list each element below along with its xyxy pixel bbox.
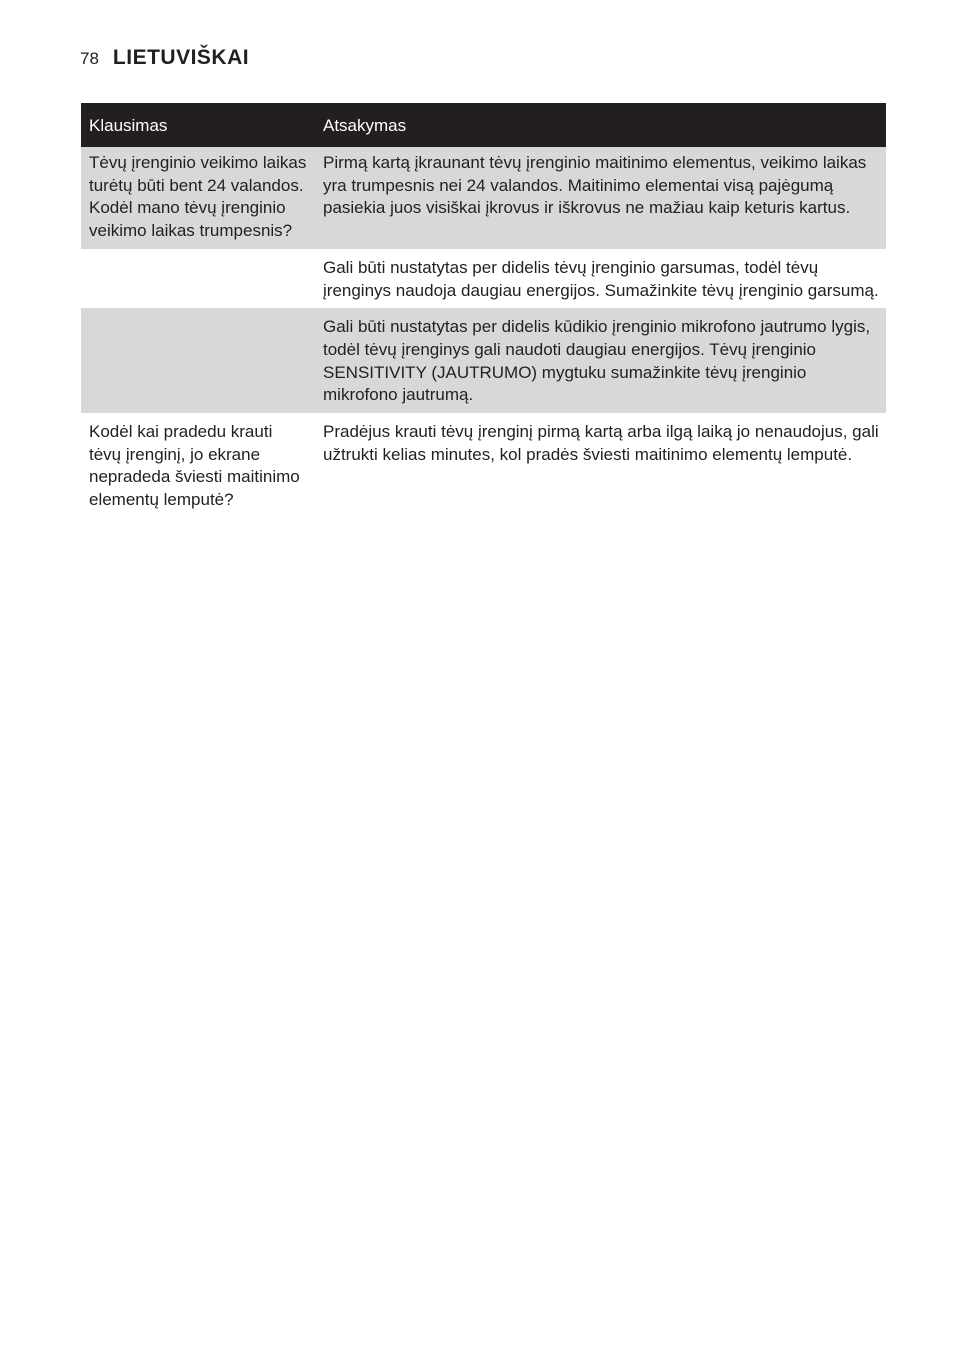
column-header-answer: Atsakymas — [315, 103, 886, 147]
answer-cell: Gali būti nustatytas per didelis kūdikio įrenginio mikrofono jautrumo lygis, todėl tėvų įrenginys gali naudoti daugiau energijos. Tėvų įrenginio SENSITIVITY (JAUTRUMO) mygtuku sumažinkite tėvų įrenginio mikrofono jautrumą. — [315, 308, 886, 413]
question-cell — [81, 249, 315, 308]
table-row — [81, 413, 886, 518]
table-header-row — [81, 103, 886, 147]
table-row — [81, 147, 886, 249]
page-header — [80, 46, 249, 76]
page-number: 78 — [80, 49, 99, 68]
table-row — [81, 308, 886, 413]
column-header-question: Klausimas — [81, 103, 315, 147]
answer-cell: Gali būti nustatytas per didelis tėvų įrenginio garsumas, todėl tėvų įrenginys naudoja daugiau energijos. Sumažinkite tėvų įrenginio garsumą. — [315, 249, 886, 308]
faq-table — [81, 103, 886, 518]
table-row — [81, 249, 886, 308]
question-cell: Tėvų įrenginio veikimo laikas turėtų būti bent 24 valandos. Kodėl mano tėvų įrenginio veikimo laikas trumpesnis? — [81, 147, 315, 249]
question-cell — [81, 308, 315, 413]
page-title: LIETUVIŠKAI — [112, 46, 250, 69]
answer-cell: Pirmą kartą įkraunant tėvų įrenginio maitinimo elementus, veikimo laikas yra trumpesnis nei 24 valandos. Maitinimo elementai visą pajėgumą pasiekia juos visiškai įkrovus ir iškrovus ne mažiau kaip keturis kartus. — [315, 147, 886, 249]
question-cell: Kodėl kai pradedu krauti tėvų įrenginį, jo ekrane nepradeda šviesti maitinimo elementų lemputė? — [81, 413, 315, 518]
answer-cell: Pradėjus krauti tėvų įrenginį pirmą kartą arba ilgą laiką jo nenaudojus, gali užtrukti kelias minutes, kol pradės šviesti maitinimo elementų lemputė. — [315, 413, 886, 518]
